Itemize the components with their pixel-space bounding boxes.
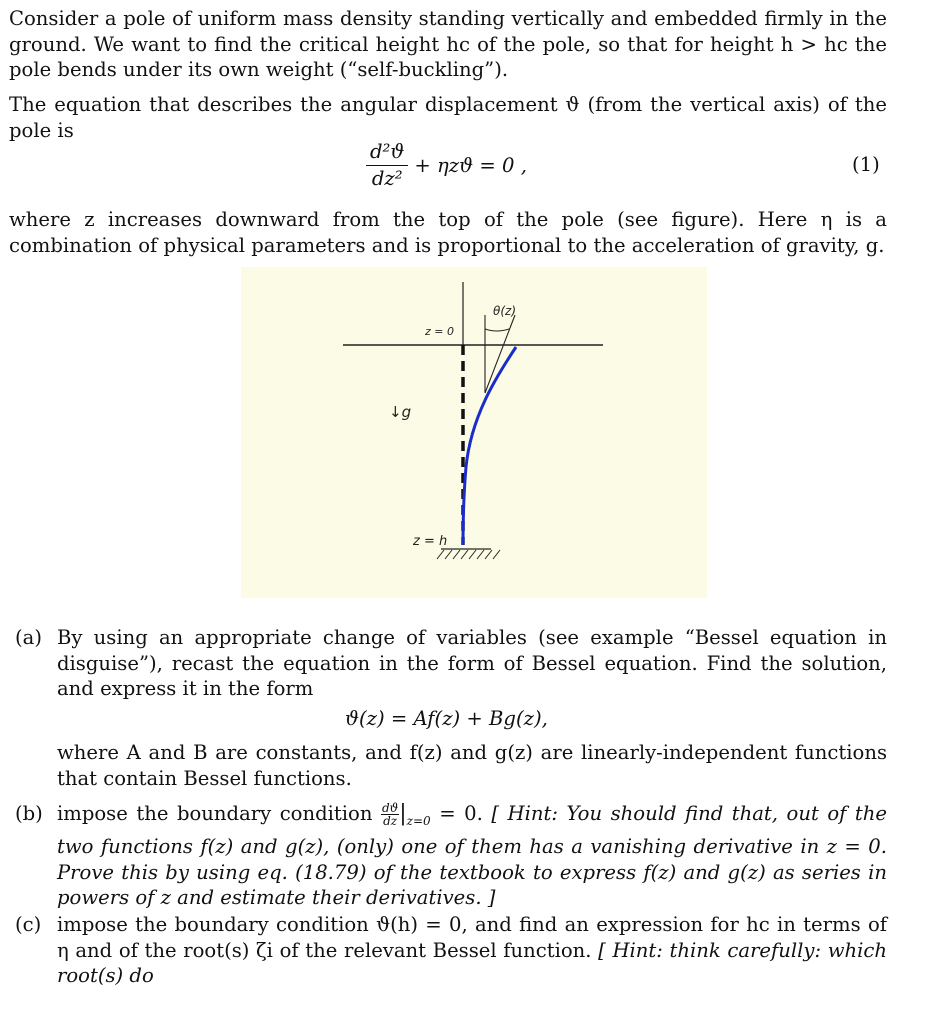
part-b-subscript: z=0 — [406, 813, 431, 828]
paragraph-intro: Consider a pole of uniform mass density standing vertically and embedded firmly in the ground. We want to find the critical height hc of the pole, so that for height h > hc the pole bends under its own weight (“self-buckling”). — [9, 7, 887, 81]
theta-label: θ(z) — [493, 304, 517, 318]
part-a-text-2: where A and B are constants, and f(z) and g(z) are linearly-independent functions that contain Bessel functions. — [57, 741, 887, 790]
angle-arc — [485, 329, 509, 331]
part-c-label: (c) — [15, 913, 42, 936]
equation-1-denominator: dz² — [371, 167, 403, 190]
part-b-body — [57, 801, 887, 911]
part-b-derivative-num: dϑ — [381, 801, 399, 815]
part-b-hint: [ Hint: You should find that, out of the two functions f(z) and g(z), (only) one of them has a vanishing derivative in z = 0. Prove this by using eq. (18.79) of the textbook to express f(z) and g(z) as series in powers of z and estimate their derivatives. ] — [57, 802, 887, 910]
part-a-label: (a) — [15, 626, 42, 649]
equation-1 — [366, 140, 527, 191]
pole-diagram — [241, 267, 707, 598]
paragraph-where: where z increases downward from the top of the pole (see figure). Here η is a combination of physical parameters and is proportional to the acceleration of gravity, g. — [9, 208, 887, 257]
part-c-body — [57, 912, 887, 989]
part-a-text: By using an appropriate change of variables (see example “Bessel equation in disguise”), recast the equation in the form of Bessel equation. Find the solution, and express it in the form — [57, 626, 887, 700]
z0-label: z = 0 — [425, 325, 454, 338]
part-b-eq-zero: = 0. — [439, 802, 483, 825]
solution-equation: ϑ(z) = Af(z) + Bg(z), — [345, 707, 548, 730]
ground-hatching — [437, 550, 500, 559]
part-c-text: impose the boundary condition ϑ(h) = 0, and find an expression for hc in terms of η and of the root(s) ζi of the relevant Bessel function. — [57, 913, 887, 962]
bent-pole-curve — [463, 347, 516, 545]
equation-1-numerator: d²ϑ — [366, 140, 408, 166]
part-b-derivative-den: dz — [383, 814, 398, 828]
eval-bar: | — [399, 801, 407, 826]
equation-1-fraction — [366, 140, 408, 191]
part-c-hint: [ Hint: think carefully: which root(s) do — [57, 938, 887, 987]
pole-figure — [241, 267, 707, 598]
part-b-text: impose the boundary condition — [57, 802, 373, 825]
equation-1-rest: + ηzϑ = 0 , — [414, 154, 527, 177]
gravity-label: ↓g — [389, 403, 412, 421]
part-b-derivative — [381, 802, 399, 827]
part-b-label: (b) — [15, 802, 43, 825]
zh-label: z = h — [413, 534, 448, 549]
equation-1-number: (1) — [852, 153, 880, 176]
paragraph-equation-intro: The equation that describes the angular displacement ϑ (from the vertical axis) of the pole is — [9, 93, 887, 142]
